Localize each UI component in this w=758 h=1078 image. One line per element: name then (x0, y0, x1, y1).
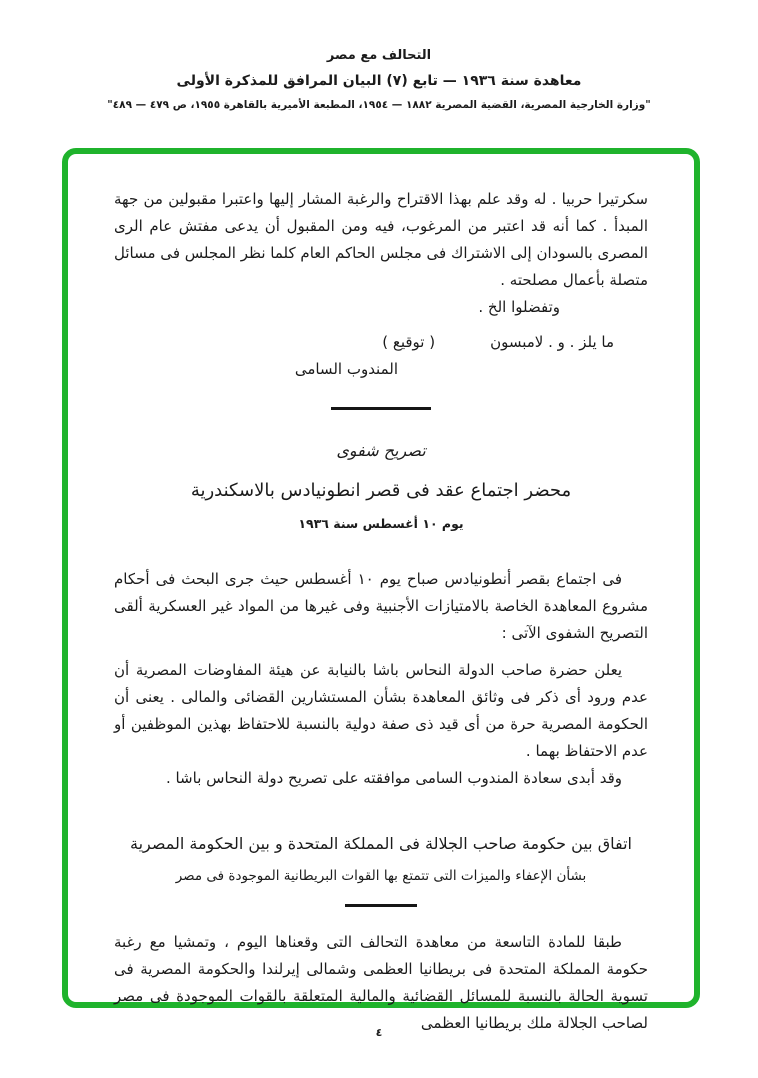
agreement-heading: اتفاق بين حكومة صاحب الجلالة فى المملكة المتحدة و بين الحكومة المصرية (130, 834, 632, 853)
agreement-subheading: بشأن الإعفاء والميزات التى تتمتع بها القوات البريطانية الموجودة فى مصر (175, 868, 587, 884)
highlight-annotation-box (62, 148, 700, 1032)
signature-row (114, 329, 648, 356)
signature-title: المندوب السامى (294, 360, 398, 378)
separator-rule (331, 407, 431, 410)
oral-statement-heading: تصريح شفوى (336, 441, 426, 460)
page-header (0, 0, 758, 111)
statement-paragraph: فى اجتماع بقصر أنطونيادس صباح يوم ١٠ أغسطس حيث جرى البحث فى أحكام مشروع المعاهدة الخاصة بالامتيازات الأجنبية وفى غيرها من المواد غير العسكرية ألقى التصريح الشفوى الآتى : (114, 570, 648, 642)
header-subtitle: معاهدة سنة ١٩٣٦ — تابع (٧) البيان المرافق للمذكرة الأولى (176, 73, 582, 89)
page-number: ٤ (375, 1026, 383, 1039)
statement-paragraph: يعلن حضرة صاحب الدولة النحاس باشا بالنيابة عن هيئة المفاوضات المصرية أن عدم ورود أى ذكر فى وثائق المعاهدة بشأن المستشارين القضائى والمالى . يعنى أن الحكومة المصرية حرة من أى قيد ذى صفة دولية بالنسبة للاحتفاظ بهذين الموظفين أو عدم الاحتفاظ بهما . (114, 661, 648, 760)
signature-label: ( توقيع ) (382, 333, 436, 351)
header-title: التحالف مع مصر (326, 48, 432, 63)
document-body (68, 154, 694, 1037)
signature-name: ما يلز . و . لامبسون (490, 333, 614, 351)
oral-statement-date: يوم ١٠ أغسطس سنة ١٩٣٦ (298, 516, 464, 531)
continuation-paragraph: سكرتيرا حربيا . له وقد علم بهذا الاقتراح والرغبة المشار إليها واعتبرا مقبولين من جهة المبدأ . كما أنه قد اعتبر من المرغوب، فيه ومن المقبول أن يدعى مفتش عام الرى المصرى بالسودان إلى الاشتراك فى مجلس الحاكم العام كلما نظر المجلس فى مسائل متصلة بأعمال مصلحته . (114, 190, 648, 289)
header-citation: "وزارة الخارجية المصرية، القضية المصرية ١٨٨٢ — ١٩٥٤، المطبعة الأميرية بالقاهرة ١٩٥٥، ص ٤٧٩ — ٤٨٩" (107, 99, 651, 111)
oral-statement-subheading: محضر اجتماع عقد فى قصر انطونيادس بالاسكندرية (190, 480, 572, 501)
statement-paragraph: وقد أبدى سعادة المندوب السامى موافقته على تصريح دولة النحاس باشا . (165, 769, 622, 787)
signature-block (114, 329, 648, 383)
agreement-paragraph: طبقا للمادة التاسعة من معاهدة التحالف التى وقعناها اليوم ، وتمشيا مع رغبة حكومة المملكة المتحدة فى بريطانيا العظمى وشمالى إيرلندا والحكومة المصرية فى تسوية الحالة بالنسبة للمسائل القضائية والمالية المتعلقة بالقوات الموجودة فى مصر لصاحب الجلالة ملك بريطانيا العظمى (114, 933, 648, 1032)
separator-rule (345, 904, 417, 907)
closing-line: وتفضلوا الخ . (478, 298, 560, 316)
